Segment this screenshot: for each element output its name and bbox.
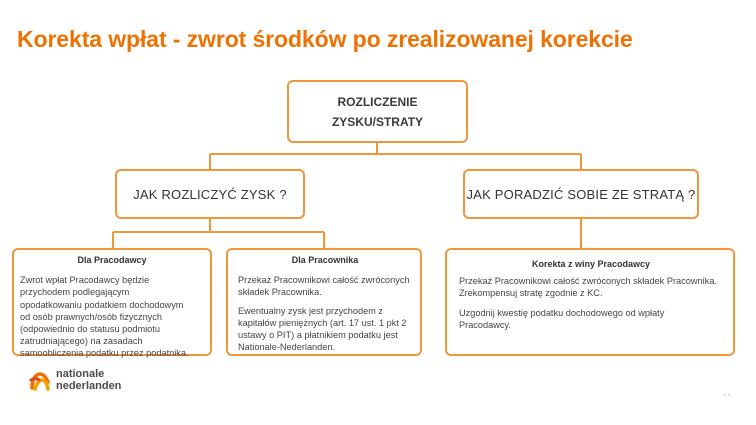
employer-card-title: Dla Pracodawcy	[77, 255, 147, 265]
employer-card	[12, 248, 212, 359]
employer-fault-card-paragraph-2: Uzgodnij kwestię podatku dochodowego od wpłaty Pracodawcy.	[459, 307, 665, 330]
logo-text-line-1: nationale	[56, 368, 105, 380]
question-loss-text: JAK PORADZIĆ SOBIE ZE STRATĄ ?	[466, 186, 696, 202]
question-loss-box	[463, 169, 699, 219]
page-marker: • •	[724, 393, 730, 399]
root-node-line-1: ROZLICZENIE	[337, 94, 418, 109]
employee-card	[226, 248, 422, 356]
nn-logo-icon	[29, 370, 51, 392]
employee-card-paragraph-2: Ewentualny zysk jest przychodem z kapitałów pieniężnych (art. 17 ust. 1 pkt 2 ustawy o PIT) a płatnikiem podatku jest Nationale-Nederlanden.	[238, 305, 407, 353]
root-node-line-2: ZYSKU/STRATY	[331, 114, 424, 129]
employee-card-title: Dla Pracownika	[291, 255, 359, 265]
employer-card-text: Zwrot wpłat Pracodawcy będzie przychodem podlegającym opodatkowaniu podatkiem dochodowym od osób prawnych/osób fizycznych (odpowiednio do statusu podmiotu zatrudniającego) na zasadach samoobliczenia podatku przez podatnika.	[20, 275, 189, 359]
employer-fault-card-paragraph-1: Przekaż Pracownikowi całość zwróconych składek Pracownika. Zrekompensuj stratę zgodnie z KC.	[459, 276, 717, 299]
nn-logo	[29, 369, 121, 392]
employee-card-paragraph-1: Przekaż Pracownikowi całość zwróconych składek Pracownika.	[238, 275, 410, 298]
root-node-box	[287, 80, 468, 143]
slide-title: Korekta wpłat - zwrot środków po zrealizowanej korekcie	[17, 26, 633, 52]
question-profit-text: JAK ROZLICZYĆ ZYSK ?	[133, 186, 287, 202]
employer-fault-card-title: Korekta z winy Pracodawcy	[531, 259, 651, 269]
employer-fault-card	[445, 248, 735, 356]
logo-text-line-2: nederlanden	[56, 380, 122, 392]
question-profit-box	[115, 169, 305, 219]
